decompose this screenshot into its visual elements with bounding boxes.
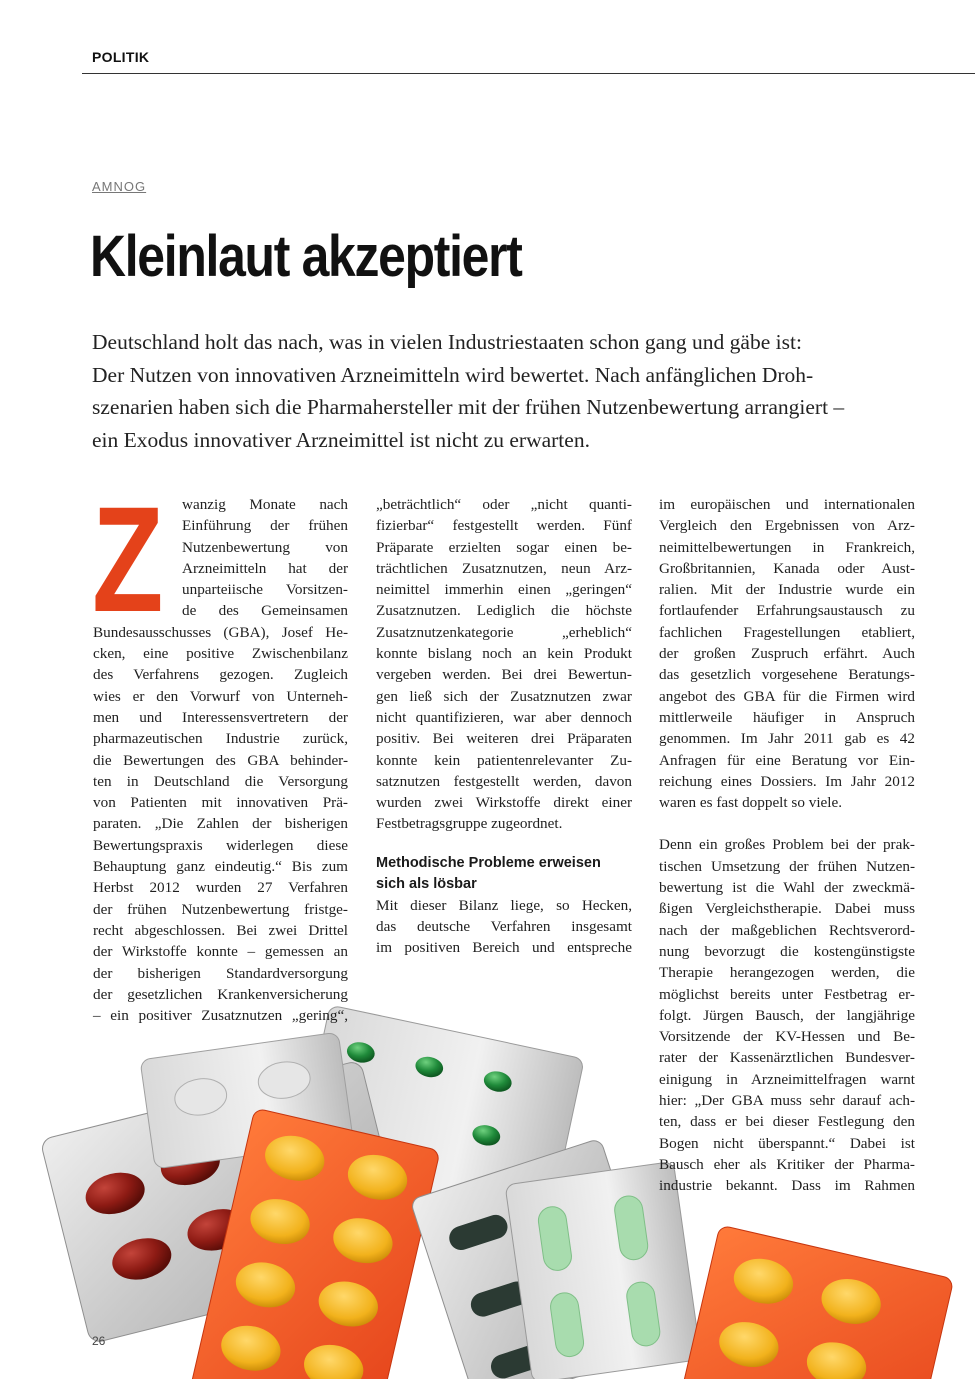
text-line: Denn ein großes Problem bei der prak- <box>659 836 915 854</box>
text-line: von Patienten mit innovativen Prä- <box>93 794 348 812</box>
text-line: paraten. „Die Zahlen der bisherigen <box>93 815 348 833</box>
text-line: Behauptung ganz eindeutig.“ Bis zum <box>93 858 348 876</box>
text-line: möglichst bereits unter Festbetrag er- <box>659 985 915 1003</box>
article-column-2 <box>376 494 632 959</box>
text-line: Arzneimitteln hat der <box>182 559 348 577</box>
text-line: hier: „Der GBA muss sehr darauf ach- <box>659 1092 915 1110</box>
text-line: Einführung der frühen <box>182 517 348 535</box>
text-line: Großbritannien, Kanada oder Aust- <box>659 559 915 577</box>
text-line: industrie bekannt. Dass im Rahmen <box>659 1177 915 1195</box>
text-line: der großen Zuspruch erfährt. Auch <box>659 645 915 663</box>
text-line: konnte bislang noch an kein Produkt <box>376 645 632 663</box>
text-line: fizierbar“ festgestellt werden. Fünf <box>376 517 632 535</box>
text-line: ralien. Mit der Industrie wurde ein <box>659 581 915 599</box>
text-line: gen ließ sich der Zusatznutzen zwar <box>376 687 632 705</box>
text-line: wies er den Vorwurf von Unterneh- <box>93 687 348 705</box>
text-line: mittlerweile häufiger in Anspruch <box>659 708 915 726</box>
lead-line: Deutschland holt das nach, was in vielen Industriestaaten schon gang und gäbe ist: <box>92 330 802 354</box>
text-line: rater der Kassenärztlichen Bundesver- <box>659 1049 915 1067</box>
kicker: AMNOG <box>92 179 147 194</box>
text-line: nung bevorzugt die kostengünstigste <box>659 942 915 960</box>
text-line: des Verfahrens gezogen. Zugleich <box>93 666 348 684</box>
text-line: Präparate erzielten sogar einen be- <box>376 538 632 556</box>
text-line: waren es fast doppelt so viele. <box>659 794 843 812</box>
text-line: Herbst 2012 wurden 27 Verfahren <box>93 879 348 897</box>
text-line: satznutzen festgestellt werden, davon <box>376 772 632 790</box>
text-line: cken, eine positive Zwischenbilanz <box>93 645 348 663</box>
text-line: tischen Umsetzung der frühen Nutzen- <box>659 857 915 875</box>
text-line: fortlaufender Erfahrungsaustausch zu <box>659 602 915 620</box>
subhead-line: sich als lösbar <box>376 875 477 892</box>
article-lead <box>92 326 892 456</box>
lead-line: ein Exodus innovativer Arzneimittel ist nicht zu erwarten. <box>92 427 590 452</box>
text-line: angebot des GBA für die Firmen wird <box>659 687 915 705</box>
text-line: nach der maßgeblichen Rechtsverord- <box>659 921 915 939</box>
text-line: folgt. Jürgen Bausch, der langjährige <box>659 1006 915 1024</box>
text-line: – ein positiver Zusatznutzen „gering“, <box>93 1007 348 1025</box>
text-line: der bisherigen Standardversorgung <box>93 964 348 982</box>
text-line: fachlichen Fragestellungen etabliert, <box>659 623 915 641</box>
text-line: de des Gemeinsamen <box>182 602 348 620</box>
subhead-line: Methodische Probleme erweisen <box>376 854 601 871</box>
text-line: ten, dass er bei dieser Festlegung den <box>659 1113 915 1131</box>
text-line: Bogen nicht überspannt.“ Dabei ist <box>659 1134 915 1152</box>
orange-blister-right <box>675 1225 954 1379</box>
text-line: Festbetragsgruppe zugeordnet. <box>376 815 563 833</box>
text-line: „beträchtlich“ oder „nicht quanti- <box>376 496 632 513</box>
text-line: vergeben werden. Bei drei Bewertun- <box>376 666 632 684</box>
text-line: ßigen Vergleichstherapie. Dabei muss <box>659 900 915 918</box>
text-line: Vorsitzende der KV-Hessen und Be- <box>659 1028 915 1046</box>
text-line: Vergleich den Ergebnissen von Arz- <box>659 517 915 535</box>
text-line: neimittelbewertungen in Frankreich, <box>659 538 915 556</box>
text-line: wanzig Monate nach <box>182 496 348 513</box>
text-line: positiv. Bei weiteren drei Präparaten <box>376 730 632 748</box>
section-label: POLITIK <box>92 49 150 65</box>
text-line: neimittel immerhin einen „geringen“ <box>376 581 632 599</box>
text-line: Therapie herangezogen werden, die <box>659 964 915 982</box>
dropcap: Z <box>92 475 164 643</box>
article-column-1 <box>92 475 348 1026</box>
text-line: das gesetzlich vorgesehene Beratungs- <box>659 666 915 684</box>
text-line: reichung eines Dossiers. Im Jahr 2012 <box>659 772 915 790</box>
text-line: einigung in Arzneimittelfragen warnt <box>659 1070 915 1088</box>
text-line: Nutzenbewertung von <box>182 538 348 556</box>
text-line: bewertung ist die Wahl der zweckmä- <box>659 879 915 897</box>
article-column-3 <box>659 494 915 1197</box>
text-line: unparteiische Vorsitzen- <box>182 581 348 599</box>
page-number: 26 <box>92 1334 106 1348</box>
text-line: recht abgeschlossen. Bei zwei Drittel <box>93 921 348 939</box>
text-line: der frühen Nutzenbewertung fristge- <box>93 900 348 918</box>
text-line: im positiven Bereich und entspreche <box>376 939 632 957</box>
text-line: Mit dieser Bilanz liege, so Hecken, <box>376 896 632 914</box>
text-line: wurden zwei Wirkstoffe direkt einer <box>376 794 632 812</box>
lead-line: szenarien haben sich die Pharmahersteller mit der frühen Nutzenbewertung arrangiert – <box>92 395 845 419</box>
article-headline: Kleinlaut akzeptiert <box>90 224 522 289</box>
text-line: konnte kein patientenrelevanter Zu- <box>376 751 632 769</box>
text-line: die Bewertungen des GBA behinder- <box>93 751 348 769</box>
text-line: men und Interessensvertretern der <box>93 708 348 726</box>
text-line: der Wirkstoffe konnte – gemessen an <box>93 943 348 961</box>
text-line: nicht quantifizieren, war aber dennoch <box>376 708 632 726</box>
text-line: genommen. Im Jahr 2011 gab es 42 <box>659 730 915 748</box>
text-line: Bundesausschusses (GBA), Josef He- <box>93 623 348 641</box>
text-line: Bewertungspraxis widerlegen diese <box>93 836 348 854</box>
text-line: pharmazeutischen Industrie zurück, <box>93 730 348 748</box>
text-line: trächtlichen Zusatznutzen, neun Arz- <box>376 559 632 577</box>
text-line: Anfragen für eine Beratung vor Ein- <box>659 751 915 769</box>
lead-line: Der Nutzen von innovativen Arzneimitteln wird bewertet. Nach anfänglichen Droh- <box>92 362 814 387</box>
text-line: Bausch eher als Kritiker der Pharma- <box>659 1155 915 1173</box>
header-rule <box>82 73 975 74</box>
text-line: der gesetzlichen Krankenversicherung <box>93 985 348 1003</box>
text-line: im europäischen und internationalen <box>659 496 915 513</box>
text-line: das deutsche Verfahren insgesamt <box>376 918 632 936</box>
text-line: ten in Deutschland die Versorgung <box>93 772 348 790</box>
section-subhead <box>376 853 632 895</box>
text-line: Zusatznutzenkategorie „erheblich“ <box>376 623 632 641</box>
text-line: Zusatznutzen. Lediglich die höchste <box>376 602 632 620</box>
